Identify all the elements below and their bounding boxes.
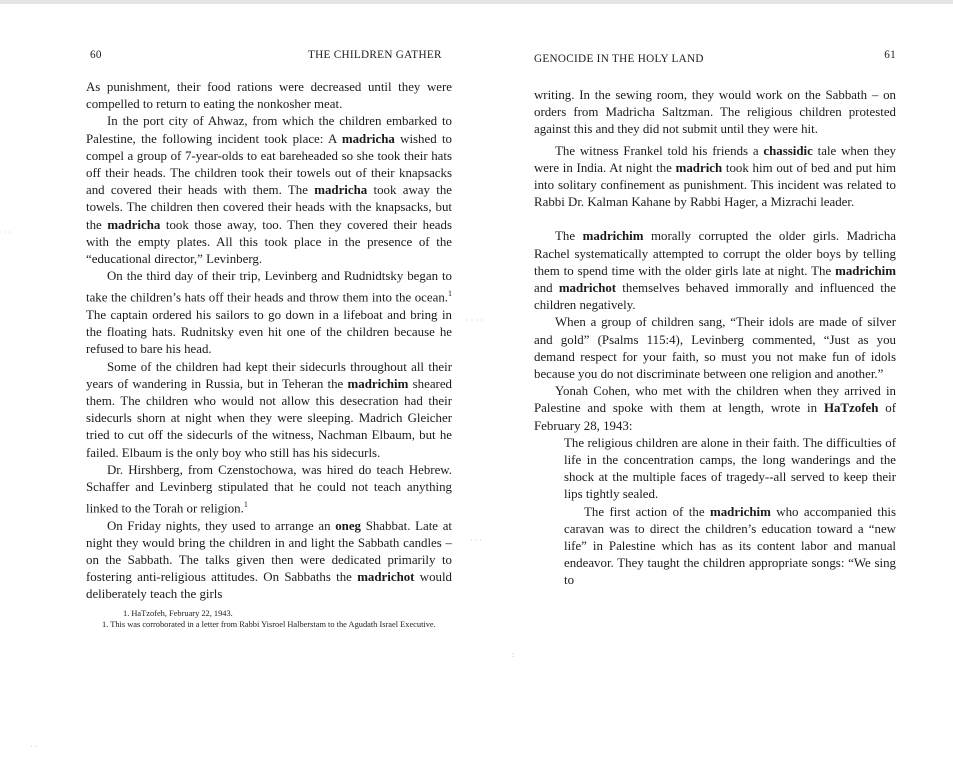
scan-top-edge xyxy=(0,0,953,4)
paragraph: writing. In the sewing room, they would work on the Sabbath – on orders from Madricha Saltzman. The religious children protested against this and they did not submit until they were hit. xyxy=(534,88,896,137)
hebrew-term: madrichot xyxy=(357,570,415,585)
paragraph: Dr. Hirshberg, from Czenstochowa, was hired do teach Hebrew. Schaffer and Levinberg stipulated that he could not teach anything linked to the Torah or religion.$^1$ xyxy=(86,462,452,516)
scan-speck: · · xyxy=(4,228,12,237)
paragraph: Yonah Cohen, who met with the children when they arrived in Palestine and spoke with them at length, wrote in HaTzofeh of February 28, 1943: xyxy=(534,384,896,433)
block-quote xyxy=(564,435,896,590)
right-running-head: GENOCIDE IN THE HOLY LAND xyxy=(534,53,704,65)
right-page-body xyxy=(534,87,896,590)
scan-speck: · · xyxy=(30,742,38,751)
hebrew-term: madrich xyxy=(675,160,723,175)
right-page xyxy=(534,46,896,590)
quote-paragraph: The religious children are alone in their faith. The difficulties of life in the concentration camps, the long wanderings and the shock at the multiple faces of tragedy--all served to keep their lips tightly sealed. xyxy=(564,435,896,502)
paragraph: On Friday nights, they used to arrange an oneg Shabbat. Late at night they would bring the children in and light the Sabbath candles – on the Sabbath. The talks given then were dedicated primarily to fostering anti-religious attitudes. On Sabbaths the madrichot would deliberately teach the girls xyxy=(86,518,452,602)
hebrew-term: madrichot xyxy=(558,281,617,296)
hebrew-term: HaTzofeh xyxy=(823,401,879,416)
hebrew-term: madrichim xyxy=(709,504,771,519)
hebrew-term: oneg xyxy=(335,518,362,533)
hebrew-term: madricha xyxy=(314,183,368,198)
paragraph: The witness Frankel told his friends a chassidic tale when they were in India. At night the madrich took him out of bed and put him into solitary confinement as punishment. This incident was related to Rabbi Dr. Kalman Kahane by Rabbi Hager, a Mizrachi leader. xyxy=(534,143,897,210)
hebrew-term: madricha xyxy=(341,131,395,146)
paragraph: In the port city of Ahwaz, from which the children embarked to Palestine, the following incident took place: A madricha wished to compel a group of 7-year-olds to eat bareheaded so she took their hats off their heads. The children took their towels out of their knapsacks and covered their heads with them. The madricha took away the towels. The children then covered their heads with the knapsacks, but the madricha took those away, too. Then they covered their heads with the empty plates. All this took place in the presence of the “educational director,” Levinberg. xyxy=(86,114,452,267)
paragraph: Some of the children had kept their sidecurls throughout all their years of wandering in Russia, but in Teheran the madrichim sheared them. The children who would not allow this desecration had their sidecurls shorn at night when they were sleeping. Madrich Gleicher tried to cut off the sidecurls of the witness, Nachman Elbaum, but he failed. Elbaum is the only boy who still has his sidecurls. xyxy=(86,359,452,460)
left-page-body xyxy=(86,79,452,631)
quote-paragraph: The first action of the madrichim who accompanied this caravan was to direct the children’s education toward a “new life” in Palestine which has as its content labor and manual endeavor. They taught the children appropriate songs: “We sing to xyxy=(564,504,896,588)
paragraph: On the third day of their trip, Levinberg and Rudnidtsky began to take the children’s hats off their heads and throw them into the ocean.$^1$ The captain ordered his sailors to go down in a lifeboat and bring in the floating hats. Rudnitsky even hit one of the children because he refused to bare his head. xyxy=(86,269,452,357)
hebrew-term: chassidic xyxy=(763,143,813,158)
right-page-header xyxy=(534,46,896,64)
footnote: 1. This was corroborated in a letter from Rabbi Yisroel Halberstam to the Agudath Israel Executive. xyxy=(102,620,436,630)
hebrew-term: madrichim xyxy=(347,376,409,391)
left-page xyxy=(86,46,452,631)
left-page-header xyxy=(86,46,452,64)
right-page-number: 61 xyxy=(884,49,896,61)
hebrew-term: madrichim xyxy=(835,263,896,278)
paragraph: As punishment, their food rations were decreased until they were compelled to return to eating the nonkosher meat. xyxy=(86,80,452,112)
footnote: 1. HaTzofeh, February 22, 1943. xyxy=(123,608,233,618)
footnote-marker: 1 xyxy=(448,289,452,299)
footnote-marker: 1 xyxy=(243,500,248,510)
scan-speck: : xyxy=(512,650,515,659)
paragraph: When a group of children sang, “Their idols are made of silver and gold” (Psalms 115:4), Levinberg commented, “Just as you demand respect for your faith, so must you not make fun of idols because you do not discriminate between one religion and another.” xyxy=(534,315,896,382)
hebrew-term: madricha xyxy=(107,217,161,232)
paragraph: The madrichim morally corrupted the older girls. Madricha Rachel systematically attempted to corrupt the older boys by telling them to spend time with the older girls late at night. The madrichim and madrichot themselves behaved immorally and influenced the children negatively. xyxy=(534,229,896,313)
hebrew-term: madrichim xyxy=(582,229,644,244)
left-running-head: THE CHILDREN GATHER xyxy=(308,49,442,61)
scan-speck: · · · · xyxy=(466,316,483,325)
scan-speck: · · · xyxy=(470,536,482,545)
footnotes xyxy=(86,608,452,631)
left-page-number: 60 xyxy=(90,49,102,61)
